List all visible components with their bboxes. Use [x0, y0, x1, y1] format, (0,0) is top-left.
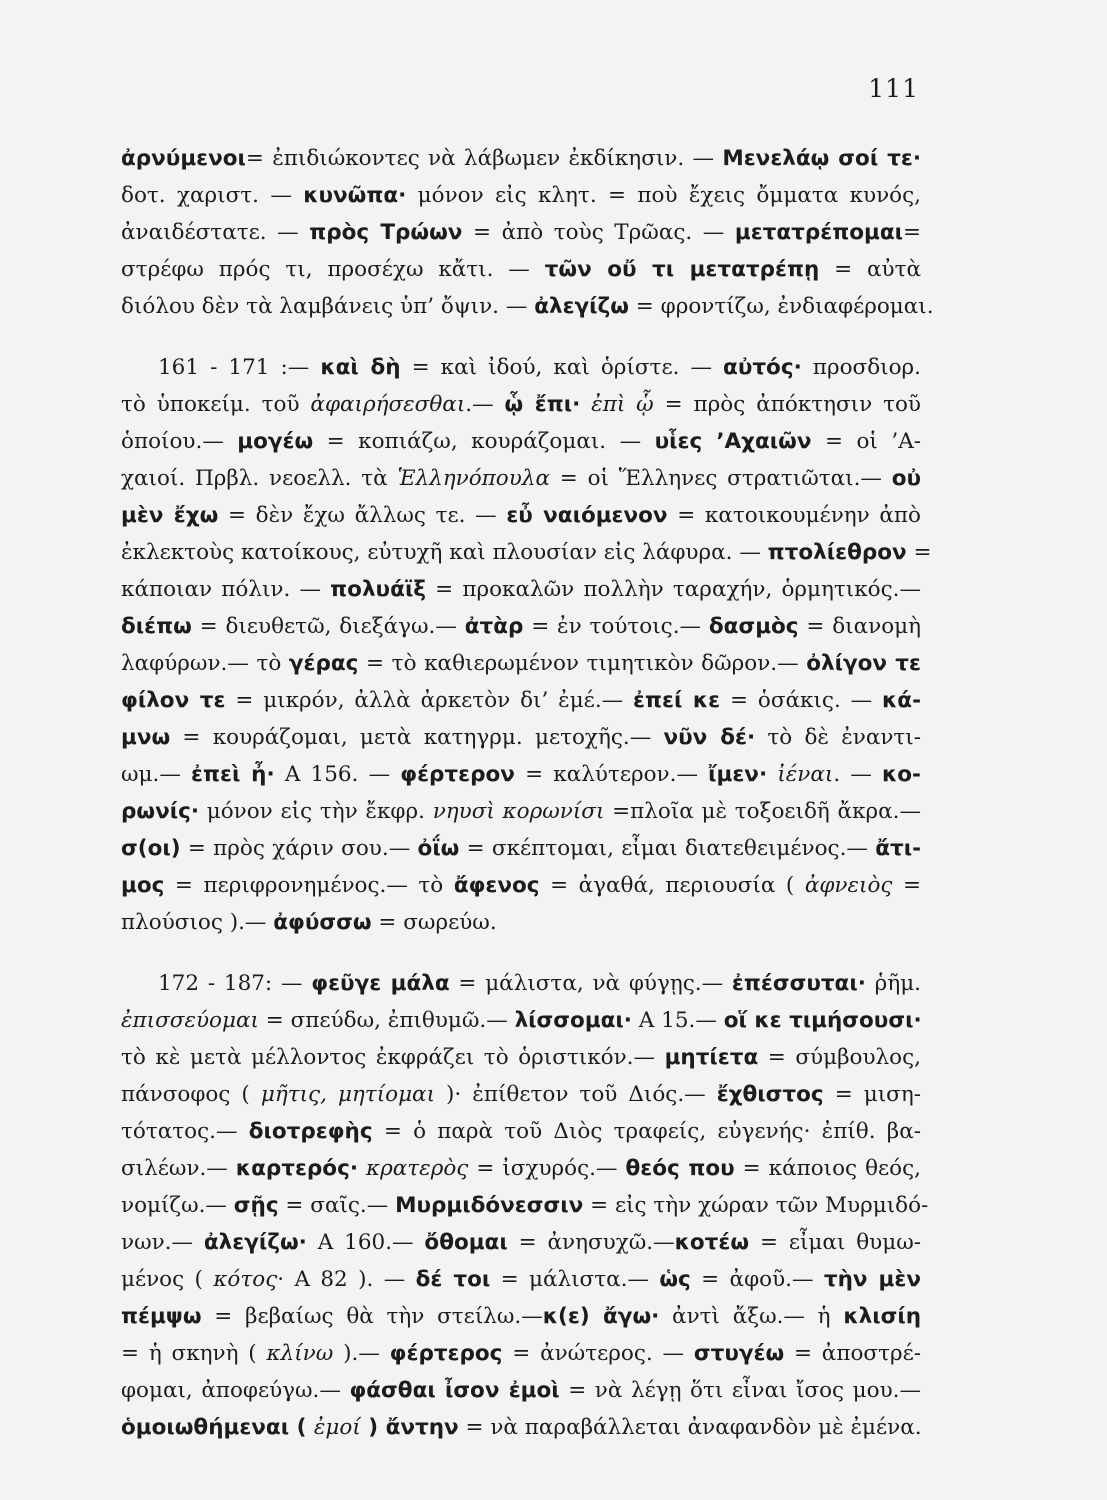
lemma: γέρας: [288, 651, 359, 676]
gloss-text: 172 - 187: —: [158, 971, 312, 996]
gloss-text: ῥῆμ.: [865, 971, 922, 996]
gloss-text: [358, 1156, 366, 1181]
italic-term: ἀφνειὸς: [804, 873, 893, 898]
gloss-text: =: [906, 540, 932, 565]
gloss-text: . —: [833, 762, 882, 787]
gloss-text: = ἐν τούτοις.—: [523, 614, 709, 639]
gloss-text: )· ἐπίθετον τοῦ Διός.—: [435, 1082, 717, 1107]
text-line: [121, 1150, 921, 1187]
gloss-text: = μικρόν, ἀλλὰ ἀρκετὸν δι’ ἐμέ.—: [225, 688, 634, 713]
lemma: ᾧ ἔπι·: [504, 392, 581, 417]
gloss-text: = καλύτερον.—: [514, 762, 709, 787]
text-line: [121, 1372, 921, 1409]
text-line: [121, 1113, 921, 1150]
lemma: πολυάϊξ: [330, 577, 426, 602]
gloss-text: = διανομὴ: [798, 614, 921, 639]
lemma: οὐ: [891, 466, 922, 491]
lemma: ρωνίς·: [121, 799, 200, 824]
italic-term: κρατερὸς: [366, 1156, 469, 1181]
lemma: δασμὸς: [708, 614, 799, 639]
gloss-text: ).—: [333, 1341, 390, 1366]
lemma: μος: [121, 873, 165, 898]
lemma: κλισίη: [843, 1304, 921, 1329]
lemma: φάσθαι ἶσον ἐμοὶ: [349, 1378, 560, 1403]
gloss-text: = ἀπὸ τοὺς Τρῶας. —: [462, 220, 735, 245]
gloss-text: μένος (: [121, 1267, 214, 1292]
lemma: οἵ κε τιμήσουσι·: [723, 1008, 922, 1033]
gloss-text: = οἱ ’Α-: [811, 429, 921, 454]
text-line: [121, 177, 921, 214]
lemma: φέρτερος: [389, 1341, 503, 1366]
lemma: κά-: [882, 688, 921, 713]
lemma: καὶ δὴ: [320, 355, 401, 380]
lemma: κοτέω: [674, 1230, 750, 1255]
text-line: [121, 793, 921, 830]
lemma: Μυρμιδόνεσσιν: [395, 1193, 584, 1218]
lemma: διοτρεφὴς: [248, 1119, 373, 1144]
gloss-text: = εἶμαι θυμω-: [749, 1230, 922, 1255]
text-line: [121, 1224, 921, 1261]
lemma: ὡς: [659, 1267, 691, 1292]
gloss-text: = περιφρονημένος.— τὸ: [164, 873, 454, 898]
lemma: τῶν οὔ τι μετατρέπῃ: [544, 257, 820, 282]
gloss-text: =: [902, 220, 921, 245]
gloss-text: τὸ ὑποκείμ. τοῦ: [121, 392, 311, 417]
text-line: [121, 251, 921, 288]
text-line: [121, 1076, 921, 1113]
gloss-text: = φροντίζω, ἐνδιαφέρομαι.: [628, 294, 934, 319]
gloss-text: λαφύρων.— τὸ: [121, 651, 289, 676]
lemma: μὲν ἔχω: [121, 503, 219, 528]
gloss-text: = κουράζομαι, μετὰ κατηγρμ. μετοχῆς.—: [170, 725, 664, 750]
gloss-text: = σπεύδω, ἐπιθυμῶ.—: [258, 1008, 515, 1033]
lemma: ὄθομαι: [424, 1230, 508, 1255]
italic-term: Ἑλληνόπουλα: [397, 466, 550, 491]
lemma: πτολίεθρον: [767, 540, 907, 565]
gloss-text: [767, 762, 777, 787]
lemma: υἷες ’Αχαιῶν: [654, 429, 812, 454]
lemma: ὀΐω: [417, 836, 460, 861]
text-line: [121, 288, 934, 325]
gloss-text: σιλέων.—: [121, 1156, 236, 1181]
lemma: ἄφενος: [453, 873, 540, 898]
gloss-text: = σκέπτομαι, εἶμαι διατεθειμένος.—: [459, 836, 876, 861]
text-line: [121, 1335, 921, 1372]
gloss-text: = κατοικουμένην ἀπὸ: [667, 503, 921, 528]
lemma: κ(ε) ἄγω·: [542, 1304, 660, 1329]
gloss-text: = ἀποστρέ-: [784, 1341, 922, 1366]
gloss-text: ωμ.—: [121, 762, 192, 787]
italic-term: ἐπισσεύομαι: [121, 1008, 259, 1033]
gloss-text: = νὰ λέγῃ ὅτι εἶναι ἴσος μου.—: [559, 1378, 921, 1403]
lemma: μητίετα: [664, 1045, 759, 1070]
text-line: [121, 1298, 921, 1335]
gloss-text: = διευθετῶ, διεξάγω.—: [191, 614, 465, 639]
text-line: [121, 1261, 921, 1298]
gloss-text: φομαι, ἀποφεύγω.—: [121, 1378, 350, 1403]
gloss-text: 161 - 171 :—: [158, 355, 321, 380]
lemma: διέπω: [121, 614, 192, 639]
gloss-text: [580, 392, 591, 417]
lemma: λίσσομαι·: [514, 1008, 632, 1033]
gloss-text: = μάλιστα.—: [490, 1267, 660, 1292]
text-line: [121, 386, 921, 423]
lemma: ) ἄντην: [360, 1415, 459, 1440]
gloss-text: = τὸ καθιερωμένον τιμητικὸν δῶρον.—: [358, 651, 807, 676]
gloss-text: νομίζω.—: [121, 1193, 234, 1218]
gloss-text: διόλου δὲν τὰ λαμβάνεις ὑπ’ ὄψιν. —: [121, 294, 535, 319]
text-line: [121, 867, 921, 904]
gloss-text: = εἰς τὴν χώραν τῶν Μυρμιδό-: [583, 1193, 929, 1218]
gloss-text: πλούσιος ).—: [121, 910, 274, 935]
lemma: καρτερός·: [235, 1156, 358, 1181]
gloss-text: = μάλιστα, νὰ φύγῃς.—: [449, 971, 732, 996]
text-line: [121, 756, 921, 793]
lemma: φέρτερον: [400, 762, 515, 787]
lemma: κο-: [882, 762, 921, 787]
italic-term: νηυσὶ κορωνίσι: [432, 799, 605, 824]
gloss-text: = νὰ παραβάλλεται ἀναφανδὸν μὲ ἐμένα.: [458, 1415, 922, 1440]
gloss-text: = ἀγαθά, περιουσία (: [539, 873, 805, 898]
gloss-text: = ἀφοῦ.—: [690, 1267, 824, 1292]
text-line: [121, 534, 932, 571]
lemma: ἀτὰρ: [464, 614, 524, 639]
gloss-text: τὸ δὲ ἐναντι-: [755, 725, 921, 750]
text-line: [121, 1002, 921, 1039]
lemma: στυγέω: [693, 1341, 785, 1366]
lemma: ἔχθιστος: [716, 1082, 824, 1107]
gloss-text: νων.—: [121, 1230, 204, 1255]
gloss-text: = προκαλῶν πολλὴν ταραχήν, ὁρμητικός.—: [425, 577, 921, 602]
italic-term: ἰέναι: [777, 762, 834, 787]
gloss-text: = σωρεύω.: [371, 910, 497, 935]
lemma: εὖ ναιόμενον: [506, 503, 668, 528]
lemma: σ(οι): [121, 836, 181, 861]
text-line: [121, 214, 921, 251]
italic-term: ἐμοί: [313, 1415, 361, 1440]
lemma: αὐτός·: [723, 355, 802, 380]
gloss-text: τότατος.—: [121, 1119, 249, 1144]
gloss-text: δοτ. χαριστ. —: [121, 183, 304, 208]
text-line: [121, 1039, 921, 1076]
gloss-text: = ὁ παρὰ τοῦ Διὸς τραφείς, εὐγενής· ἐπίθ. βα-: [372, 1119, 921, 1144]
text-line: [121, 1187, 929, 1224]
lemma: σῇς: [233, 1193, 279, 1218]
text-line: [121, 349, 921, 386]
lemma: μογέω: [237, 429, 314, 454]
gloss-text: = κοπιάζω, κουράζομαι. —: [313, 429, 655, 454]
gloss-text: = μιση-: [823, 1082, 921, 1107]
italic-term: ἀφαιρήσεσθαι: [310, 392, 466, 417]
lemma: ὁμοιωθήμεναι (: [121, 1415, 314, 1440]
text-line: [121, 140, 921, 177]
gloss-text: = κάποιος θεός,: [734, 1156, 921, 1181]
text-line: [121, 645, 921, 682]
gloss-text: = ἐπιδιώκοντες νὰ λάβωμεν ἐκδίκησιν. —: [245, 146, 723, 171]
gloss-text: = ὁσάκις. —: [720, 688, 883, 713]
gloss-text: =: [892, 873, 921, 898]
lemma: ἄτι-: [875, 836, 921, 861]
gloss-text: .—: [465, 392, 505, 417]
text-line: [121, 965, 921, 1002]
lemma: ὀλίγον τε: [806, 651, 921, 676]
gloss-text: =πλοῖα μὲ τοξοειδῆ ἄκρα.—: [604, 799, 921, 824]
text-line: [121, 460, 921, 497]
gloss-text: = ἡ σκηνὴ (: [121, 1341, 267, 1366]
gloss-text: · Α 82 ). —: [277, 1267, 416, 1292]
text-line: [121, 719, 921, 756]
lemma: πέμψω: [121, 1304, 202, 1329]
lemma: ἀφύσσω: [273, 910, 372, 935]
gloss-text: ἀντὶ ἄξω.— ἡ: [659, 1304, 844, 1329]
text-line: [121, 904, 921, 941]
italic-term: κότος: [213, 1267, 278, 1292]
lemma: θεός που: [625, 1156, 735, 1181]
gloss-text: = ἰσχυρός.—: [468, 1156, 626, 1181]
gloss-text: Α 156. —: [274, 762, 401, 787]
lemma: ἴμεν·: [708, 762, 768, 787]
gloss-text: προσδιορ.: [801, 355, 921, 380]
lemma: κυνῶπα·: [303, 183, 407, 208]
text-line: [121, 830, 921, 867]
gloss-text: = οἱ Ἕλληνες στρατιῶται.—: [549, 466, 892, 491]
lemma: φίλον τε: [121, 688, 226, 713]
gloss-text: = πρὸς ἀπόκτησιν τοῦ: [653, 392, 921, 417]
lemma: ἐπεί κε: [633, 688, 721, 713]
lemma: νῦν δέ·: [663, 725, 756, 750]
gloss-text: τὸ κὲ μετὰ μέλλοντος ἐκφράζει τὸ ὁριστικόν.—: [121, 1045, 665, 1070]
italic-term: μῆτις, μητίομαι: [260, 1082, 435, 1107]
gloss-text: Α 15.—: [631, 1008, 724, 1033]
text-line: [121, 571, 921, 608]
gloss-text: = ἀνησυχῶ.—: [507, 1230, 675, 1255]
gloss-text: πάνσοφος (: [121, 1082, 261, 1107]
gloss-text: μόνον εἰς τὴν ἔκφρ.: [199, 799, 433, 824]
page-number: 111: [868, 74, 919, 103]
text-line: [121, 682, 921, 719]
gloss-text: Α 160.—: [306, 1230, 425, 1255]
gloss-text: ἀναιδέστατε. —: [121, 220, 310, 245]
lemma: πρὸς Τρώων: [309, 220, 463, 245]
lemma: τὴν μὲν: [823, 1267, 921, 1292]
lemma: ἀλεγίζω: [534, 294, 629, 319]
gloss-text: = δὲν ἔχω ἄλλως τε. —: [218, 503, 507, 528]
gloss-text: στρέφω πρός τι, προσέχω κἄτι. —: [121, 257, 545, 282]
gloss-text: = αὐτὰ: [819, 257, 921, 282]
gloss-text: = ἀνώτερος. —: [502, 1341, 694, 1366]
text-line: [121, 1409, 921, 1446]
text-line: [121, 608, 921, 645]
gloss-text: ὁποίου.—: [121, 429, 238, 454]
italic-term: ἐπὶ ᾧ: [591, 392, 654, 417]
gloss-text: = καὶ ἰδού, καὶ ὁρίστε. —: [400, 355, 724, 380]
gloss-text: ἐκλεκτοὺς κατοίκους, εὐτυχῆ καὶ πλουσίαν εἰς λάφυρα. —: [121, 540, 768, 565]
lemma: ἀλεγίζω·: [203, 1230, 307, 1255]
text-line: [121, 423, 921, 460]
gloss-text: = βεβαίως θὰ τὴν στείλω.—: [201, 1304, 543, 1329]
gloss-text: = σαῖς.—: [278, 1193, 396, 1218]
italic-term: κλίνω: [266, 1341, 334, 1366]
lemma: Μενελάῳ σοί τε·: [722, 146, 921, 171]
gloss-text: χαιοί. Πρβλ. νεοελλ. τὰ: [121, 466, 398, 491]
text-line: [121, 497, 921, 534]
gloss-text: = πρὸς χάριν σου.—: [180, 836, 418, 861]
lemma: ἐπεὶ ἦ·: [191, 762, 275, 787]
lemma: φεῦγε μάλα: [311, 971, 450, 996]
lemma: δέ τοι: [415, 1267, 491, 1292]
gloss-text: = σύμβουλος,: [758, 1045, 921, 1070]
lemma: μετατρέπομαι: [734, 220, 903, 245]
gloss-text: μόνον εἰς κλητ. = ποὺ ἔχεις ὄμματα κυνός,: [406, 183, 922, 208]
lemma: μνω: [121, 725, 171, 750]
gloss-text: κάποιαν πόλιν. —: [121, 577, 331, 602]
lemma: ἐπέσσυται·: [731, 971, 866, 996]
lemma: ἀρνύμενοι: [121, 146, 246, 171]
